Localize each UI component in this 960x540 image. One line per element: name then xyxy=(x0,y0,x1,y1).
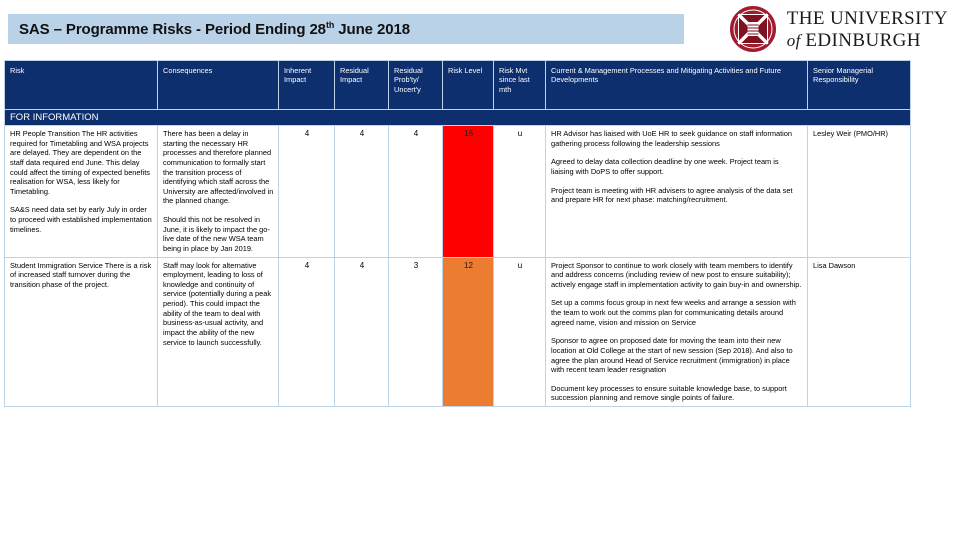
page-title xyxy=(8,20,410,38)
cell-residual-probability: 4 xyxy=(389,126,443,258)
column-header-residual-impact: Residual Impact xyxy=(335,61,389,110)
page-header xyxy=(0,0,960,58)
cell-risk xyxy=(5,126,158,258)
page-title-band xyxy=(8,14,684,44)
cell-senior-responsibility: Lisa Dawson xyxy=(808,257,911,407)
mitigation-paragraph: Project Sponsor to continue to work closely with team members to identify and address concerns (including review of new post to ensure suitability); actively engage staff in implementation activity to gain buy-in and ownership. xyxy=(551,260,802,289)
column-header-residual-probability: Residual Prob'ty/ Uncert'y xyxy=(389,61,443,110)
cell-senior-responsibility: Lesley Weir (PMO/HR) xyxy=(808,126,911,258)
mitigation-paragraph: Sponsor to agree on proposed date for moving the team into their new location at Old College at the start of new session (Sep 2018). And also to agree the plan around Head of Service recruitment (immigration) in place with recent team leader resignation xyxy=(551,336,793,375)
university-logo xyxy=(728,4,948,54)
risk-paragraph: HR People Transition The HR activities required for Timetabling and WSA projects are delayed. They are dependent on the staff data required end June. This delay could affect the timing of expected benefits realisation for WSA, less likely for Timetabling. xyxy=(10,129,150,196)
table-row xyxy=(5,126,911,258)
risk-paragraph: Student Immigration Service There is a risk of increased staff turnover during the transition phase of the project. xyxy=(10,260,152,289)
consequence-paragraph: There has been a delay in starting the necessary HR processes and therefore planned communication to formally start the transition process of identifying which staff across the University are affected/involved in the planned change. xyxy=(163,129,274,206)
wordmark-of: of xyxy=(786,30,806,50)
cell-risk-movement: u xyxy=(494,126,546,258)
page-title-main: SAS – Programme Risks - Period Ending 28 xyxy=(19,21,326,38)
cell-risk xyxy=(5,257,158,407)
column-header-senior-responsibility: Senior Managerial Responsibility xyxy=(808,61,911,110)
cell-consequences xyxy=(158,257,279,407)
column-header-risk: Risk xyxy=(5,61,158,110)
mitigation-paragraph: Document key processes to ensure suitable knowledge base, to support succession planning and remove single points of failure. xyxy=(551,383,787,403)
table-header-row xyxy=(5,61,911,110)
cell-residual-impact: 4 xyxy=(335,257,389,407)
mitigation-paragraph: Set up a comms focus group in next few weeks and arrange a session with the team to work out the comms plan for communicating details around agreed name, vision and mission on Service xyxy=(551,298,796,327)
cell-residual-probability: 3 xyxy=(389,257,443,407)
page-title-ordinal: th xyxy=(325,20,335,30)
table-row xyxy=(5,257,911,407)
column-header-consequences: Consequences xyxy=(158,61,279,110)
wordmark-line-2 xyxy=(787,31,948,50)
university-crest-icon xyxy=(728,4,778,54)
column-header-risk-movement: Risk Mvt since last mth xyxy=(494,61,546,110)
programme-risks-table xyxy=(4,60,911,407)
cell-risk-movement: u xyxy=(494,257,546,407)
consequence-paragraph: Staff may look for alternative employment, leading to loss of knowledge and continuity of service (potentially during a peak period). This could impact the ability of the team to deal with business-as-usual activity, and impact the ability of the new service to launch successfully. xyxy=(163,260,272,347)
cell-residual-impact: 4 xyxy=(335,126,389,258)
university-wordmark xyxy=(787,9,948,50)
wordmark-edinburgh: EDINBURGH xyxy=(805,29,921,51)
cell-risk-level: 12 xyxy=(443,257,494,407)
column-header-mitigating-activities: Current & Management Processes and Mitigating Activities and Future Developments xyxy=(546,61,808,110)
mitigation-paragraph: Project team is meeting with HR advisers to agree analysis of the data set and prepare HR for next phase: matching/recruitment. xyxy=(551,185,793,205)
column-header-inherent-impact: Inherent Impact xyxy=(279,61,335,110)
cell-inherent-impact: 4 xyxy=(279,126,335,258)
wordmark-line-1: THE UNIVERSITY xyxy=(786,7,948,29)
section-band-row xyxy=(5,110,911,126)
mitigation-paragraph: HR Advisor has liaised with UoE HR to seek guidance on staff information gathering process following the leadership sessions xyxy=(551,129,792,148)
cell-mitigating-activities xyxy=(546,126,808,258)
mitigation-paragraph: Agreed to delay data collection deadline by one week. Project team is liaising with DoPS to offer support. xyxy=(551,157,779,176)
risk-paragraph: SA&S need data set by early July in order to proceed with established implementation timelines. xyxy=(10,205,152,234)
section-band-label: FOR INFORMATION xyxy=(5,110,911,126)
column-header-risk-level: Risk Level xyxy=(443,61,494,110)
consequence-paragraph: Should this not be resolved in June, it is likely to impact the go-live date of the new WSA team being in place by Jan 2019. xyxy=(163,215,270,253)
cell-consequences xyxy=(158,126,279,258)
cell-risk-level: 16 xyxy=(443,126,494,258)
cell-inherent-impact: 4 xyxy=(279,257,335,407)
page-title-tail: June 2018 xyxy=(334,21,410,38)
cell-mitigating-activities xyxy=(546,257,808,407)
